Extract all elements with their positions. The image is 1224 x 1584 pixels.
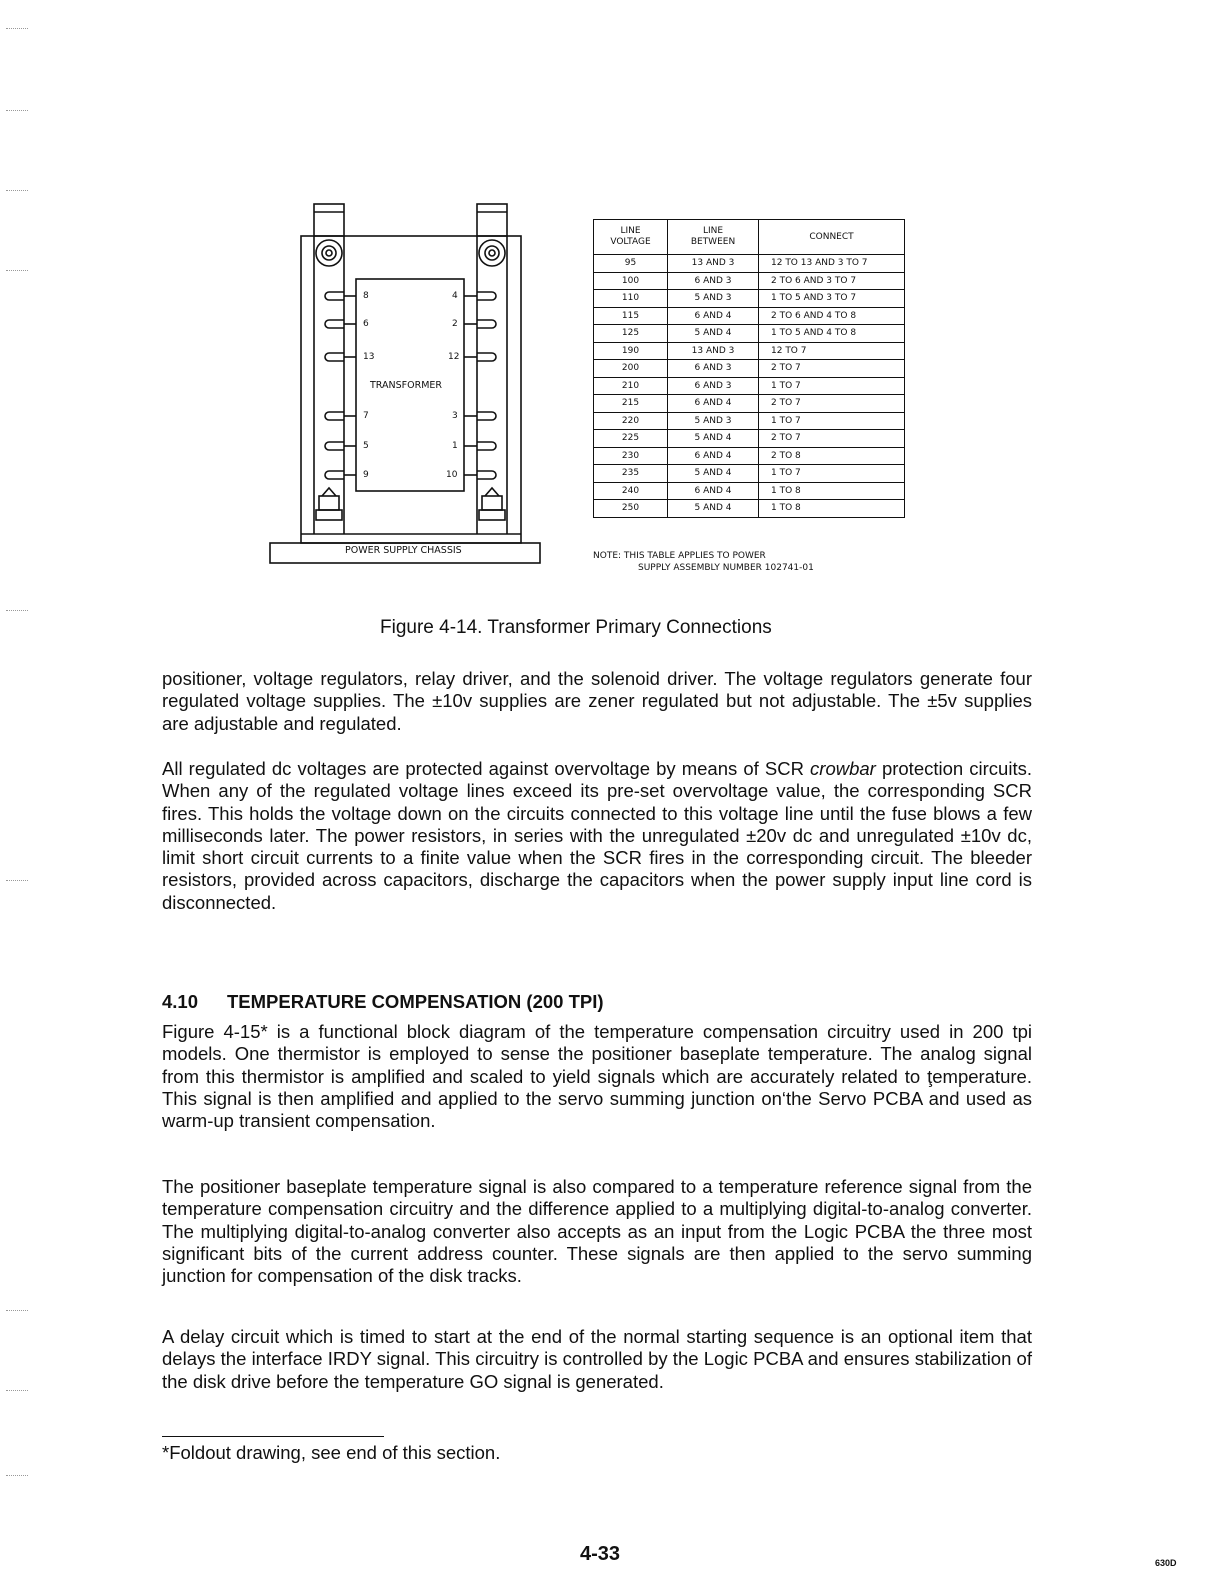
paragraph: [162, 758, 1032, 914]
table-cell: 5 AND 3: [668, 290, 759, 308]
table-cell: 1 TO 7: [759, 465, 905, 483]
table-cell: 235: [594, 465, 668, 483]
table-cell: 2 TO 7: [759, 430, 905, 448]
table-row: [594, 307, 905, 325]
table-cell: 95: [594, 255, 668, 273]
table-cell: 1 TO 5 AND 3 TO 7: [759, 290, 905, 308]
terminal-label: 6: [363, 319, 369, 329]
scan-mark: [6, 28, 28, 30]
table-row: [594, 325, 905, 343]
table-row: [594, 272, 905, 290]
emphasis-text: crowbar: [810, 758, 876, 779]
table-note: [593, 550, 814, 574]
table-cell: 2 TO 7: [759, 395, 905, 413]
table-cell: 240: [594, 482, 668, 500]
table-row: [594, 447, 905, 465]
table-cell: 225: [594, 430, 668, 448]
table-row: [594, 482, 905, 500]
terminal-label: 4: [452, 291, 458, 301]
table-row: [594, 412, 905, 430]
terminal-label: 13: [363, 352, 375, 362]
table-cell: 6 AND 3: [668, 272, 759, 290]
table-cell: 12 TO 7: [759, 342, 905, 360]
connection-table: [593, 219, 905, 518]
table-cell: 115: [594, 307, 668, 325]
table-cell: 220: [594, 412, 668, 430]
table-row: [594, 255, 905, 273]
table-row: [594, 395, 905, 413]
scan-mark: [6, 880, 28, 882]
table-cell: 5 AND 3: [668, 412, 759, 430]
section-number: 4.10: [162, 991, 199, 1012]
scan-mark: [6, 190, 28, 192]
table-row: [594, 465, 905, 483]
table-cell: 12 TO 13 AND 3 TO 7: [759, 255, 905, 273]
page-number: 4-33: [580, 1543, 621, 1565]
table-cell: 1 TO 8: [759, 500, 905, 518]
table-cell: 5 AND 4: [668, 430, 759, 448]
table-cell: 215: [594, 395, 668, 413]
paragraph: The positioner baseplate temperature signal is also compared to a temperature reference signal from the temperature compensation circuitry and the difference applied to a multiplying digital-to-analog converter. The multiplying digital-to-analog converter also accepts as an input from the Logic PCBA the three most significant bits of the current address counter. These signals are then applied to the servo summing junction for compensation of the disk tracks.: [162, 1176, 1032, 1287]
table-cell: 6 AND 4: [668, 447, 759, 465]
table-header-connect: CONNECT: [759, 220, 905, 255]
table-cell: 1 TO 7: [759, 377, 905, 395]
terminal-label: 2: [452, 319, 458, 329]
table-cell: 110: [594, 290, 668, 308]
scan-mark: [6, 270, 28, 272]
footnote-rule: [162, 1436, 384, 1437]
table-cell: 200: [594, 360, 668, 378]
paragraph-text: All regulated dc voltages are protected against overvoltage by means of SCR: [162, 758, 811, 779]
terminal-label: 3: [452, 411, 458, 421]
terminal-label: 1: [452, 441, 458, 451]
terminal-label: 5: [363, 441, 369, 451]
scan-mark: [6, 1475, 28, 1477]
table-cell: 210: [594, 377, 668, 395]
footnote: *Foldout drawing, see end of this section.: [162, 1442, 501, 1463]
table-cell: 5 AND 4: [668, 325, 759, 343]
left-bracket: [314, 204, 344, 236]
transformer-label: TRANSFORMER: [370, 380, 442, 391]
figure-caption: Figure 4-14. Transformer Primary Connections: [380, 617, 772, 638]
paragraph: positioner, voltage regulators, relay driver, and the solenoid driver. The voltage regulators generate four regulated voltage supplies. The ±10v supplies are zener regulated but not adjustable. The ±5v supplies are adjustable and regulated.: [162, 668, 1032, 734]
section-title: TEMPERATURE COMPENSATION (200 TPI): [227, 991, 604, 1012]
terminal-label: 9: [363, 470, 369, 480]
section-heading: [162, 991, 604, 1013]
scan-mark: [6, 110, 28, 112]
scan-mark: [6, 610, 28, 612]
table-row: [594, 360, 905, 378]
table-cell: 5 AND 4: [668, 500, 759, 518]
right-bracket: [477, 204, 507, 236]
terminal-label: 10: [446, 470, 458, 480]
table-note-line: NOTE: THIS TABLE APPLIES TO POWER: [593, 551, 766, 561]
table-row: [594, 377, 905, 395]
table-cell: 1 TO 8: [759, 482, 905, 500]
scan-mark: [6, 1390, 28, 1392]
table-cell: 125: [594, 325, 668, 343]
scan-mark: [6, 1310, 28, 1312]
table-header-line-between: LINE BETWEEN: [668, 220, 759, 255]
paragraph: Figure 4-15* is a functional block diagram of the temperature compensation circuitry used in 200 tpi models. One thermistor is employed to sense the positioner baseplate temperature. The analog signal from this thermistor is amplified and scaled to yield signals which are accurately related to ţemperature. This signal is then amplified and applied to the servo summing junction on‘the Servo PCBA and used as warm-up transient compensation.: [162, 1021, 1032, 1132]
table-row: [594, 342, 905, 360]
table-cell: 6 AND 4: [668, 395, 759, 413]
paragraph-text: protection circuits. When any of the regulated voltage lines exceed its pre-set overvoltage value, the corresponding SCR fires. This holds the voltage down on the circuits connected to this voltage line until the fuse blows a few milliseconds later. The power resistors, in series with the unregulated ±20v dc and unregulated ±10v dc, limit short circuit currents to a finite value when the SCR fires in the corresponding circuit. The bleeder resistors, provided across capacitors, discharge the capacitors when the power supply input line cord is disconnected.: [162, 758, 1032, 913]
table-row: [594, 500, 905, 518]
terminal-label: 12: [448, 352, 460, 362]
table-cell: 1 TO 5 AND 4 TO 8: [759, 325, 905, 343]
connection-table-body: [594, 255, 905, 518]
table-cell: 13 AND 3: [668, 342, 759, 360]
table-cell: 190: [594, 342, 668, 360]
table-cell: 100: [594, 272, 668, 290]
table-cell: 2 TO 8: [759, 447, 905, 465]
table-note-line: SUPPLY ASSEMBLY NUMBER 102741-01: [638, 563, 814, 573]
terminal-label: 7: [363, 411, 369, 421]
table-row: [594, 430, 905, 448]
table-cell: 13 AND 3: [668, 255, 759, 273]
table-cell: 6 AND 3: [668, 360, 759, 378]
table-cell: 250: [594, 500, 668, 518]
table-cell: 6 AND 4: [668, 307, 759, 325]
table-cell: 1 TO 7: [759, 412, 905, 430]
table-cell: 2 TO 7: [759, 360, 905, 378]
table-cell: 5 AND 4: [668, 465, 759, 483]
table-header-line-voltage: LINE VOLTAGE: [594, 220, 668, 255]
paragraph: A delay circuit which is timed to start at the end of the normal starting sequence is an optional item that delays the interface IRDY signal. This circuitry is controlled by the Logic PCBA and ensures stabilization of the disk drive before the temperature GO signal is generated.: [162, 1326, 1032, 1392]
terminal-label: 8: [363, 291, 369, 301]
table-cell: 2 TO 6 AND 4 TO 8: [759, 307, 905, 325]
table-cell: 230: [594, 447, 668, 465]
table-cell: 6 AND 4: [668, 482, 759, 500]
document-code: 630D: [1155, 1558, 1177, 1568]
chassis-label: POWER SUPPLY CHASSIS: [345, 545, 462, 556]
table-cell: 2 TO 6 AND 3 TO 7: [759, 272, 905, 290]
table-row: [594, 290, 905, 308]
table-cell: 6 AND 3: [668, 377, 759, 395]
